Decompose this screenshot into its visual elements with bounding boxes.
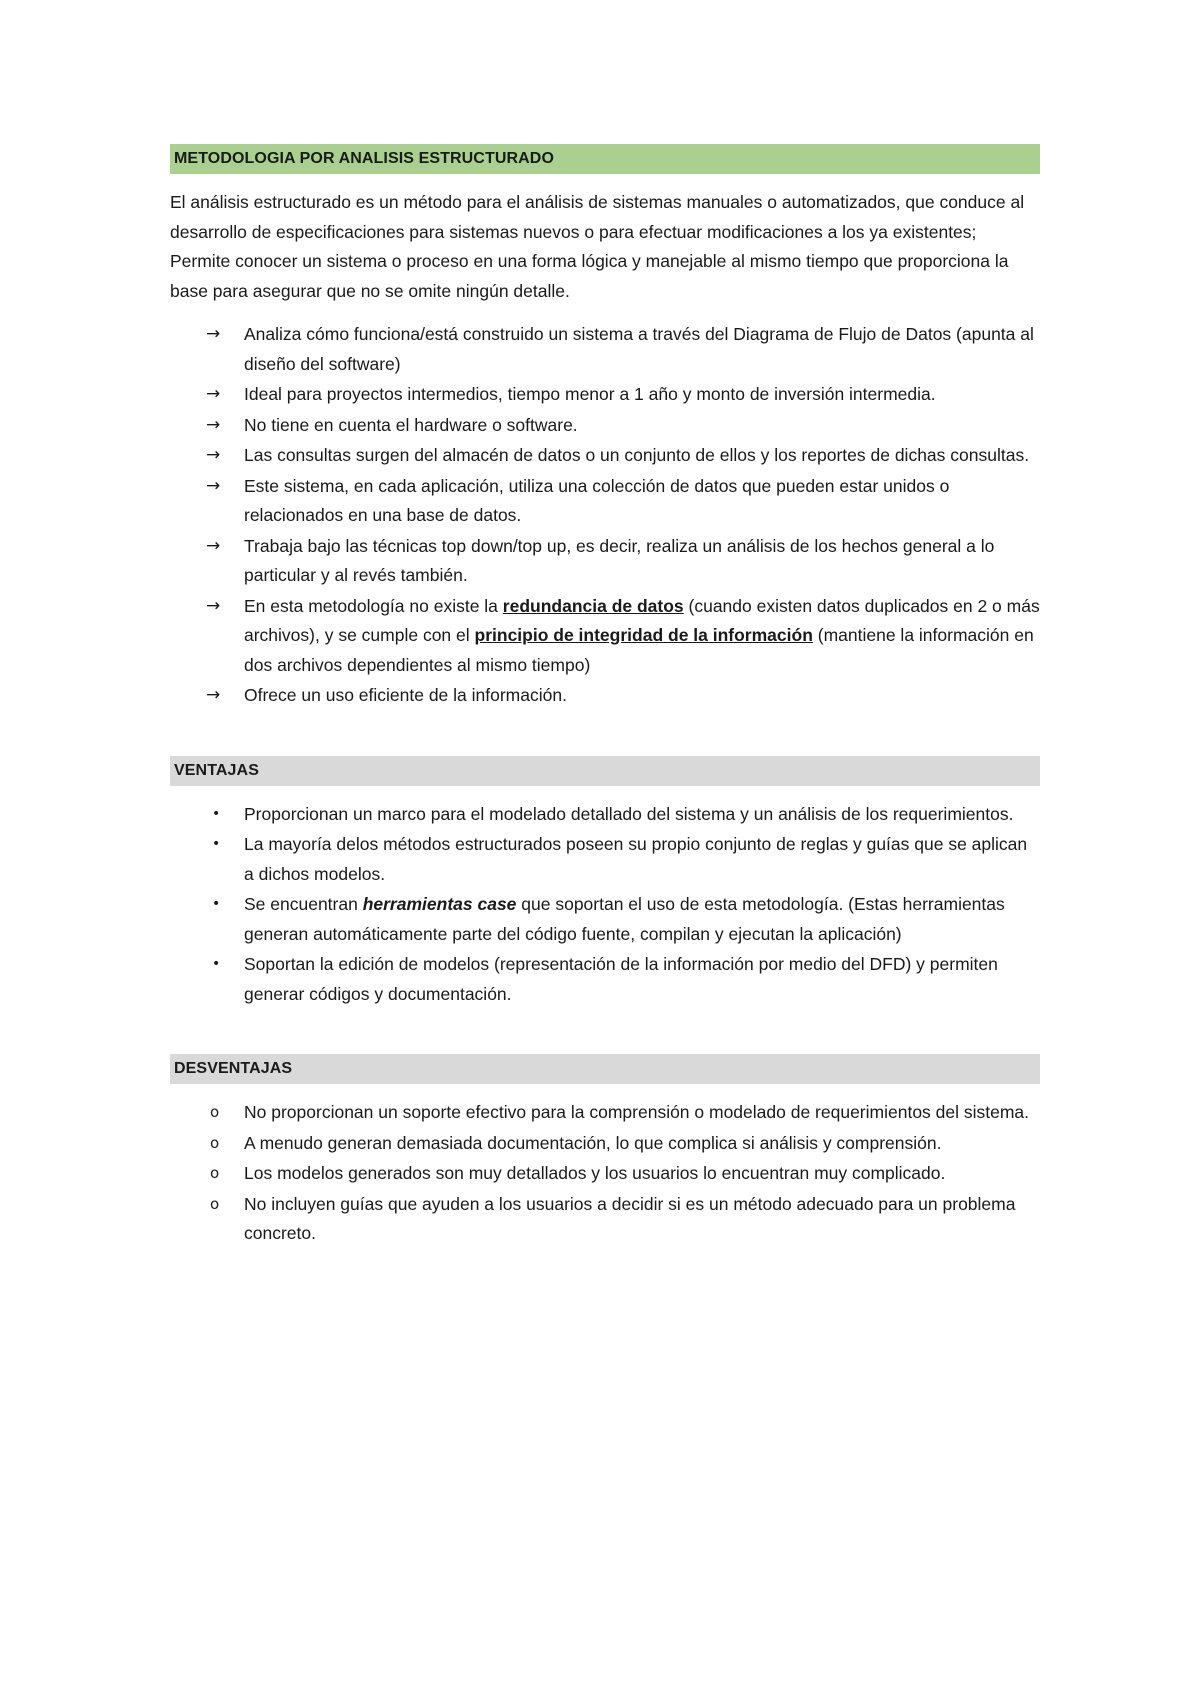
point-text: Ideal para proyectos intermedios, tiempo menor a 1 año y monto de inversión intermedia. xyxy=(244,384,936,404)
list-item xyxy=(170,800,1040,830)
list-item xyxy=(170,592,1040,681)
item-text-part: que soportan el uso de esta metodología. (Estas herramientas generan automáticamente parte del código fuente, compilan y ejecutan la aplicación) xyxy=(244,894,1005,944)
arrow-icon: → xyxy=(206,595,221,616)
intro-paragraph: El análisis estructurado es un método para el análisis de sistemas manuales o automatizados, que conduce al desarrollo de especificaciones para sistemas nuevos o para efectuar modificaciones a los ya existentes; Permite conocer un sistema o proceso en una forma lógica y manejable al mismo tiempo que proporciona la base para asegurar que no se omite ningún detalle. xyxy=(170,192,1025,301)
item-text-part: Se encuentran xyxy=(244,894,363,914)
bullet-icon: • xyxy=(212,896,221,912)
arrow-icon: → xyxy=(206,475,221,496)
arrow-icon: → xyxy=(206,324,221,344)
point-text: Analiza cómo funciona/está construido un sistema a través del Diagrama de Flujo de Datos (apunta al diseño del software) xyxy=(244,324,1034,374)
point-text: Este sistema, en cada aplicación, utiliza una colección de datos que pueden estar unidos o relacionados en una base de datos. xyxy=(244,475,950,525)
item-text: No incluyen guías que ayuden a los usuarios a decidir si es un método adecuado para un problema concreto. xyxy=(244,1193,1016,1243)
list-item xyxy=(170,532,1040,591)
section-title-metodologia: METODOLOGIA POR ANALISIS ESTRUCTURADO xyxy=(170,144,1040,174)
list-item xyxy=(170,411,1040,441)
list-item xyxy=(170,441,1040,471)
ventajas-list xyxy=(170,800,1040,1010)
term-principio-de-integridad: principio de integridad de la información xyxy=(474,625,813,645)
term-redundancia-de-datos: redundancia de datos xyxy=(502,595,684,616)
document-page xyxy=(170,144,1040,1250)
item-text: Los modelos generados son muy detallados y los usuarios lo encuentran muy complicado. xyxy=(244,1163,946,1183)
list-item xyxy=(170,1190,1040,1249)
item-text: La mayoría delos métodos estructurados poseen su propio conjunto de reglas y guías que se aplican a dichos modelos. xyxy=(244,834,1028,884)
circle-bullet-icon: o xyxy=(210,1164,220,1182)
list-item xyxy=(170,890,1040,949)
bullet-icon: • xyxy=(212,836,221,852)
item-text: Proporcionan un marco para el modelado detallado del sistema y un análisis de los requerimientos. xyxy=(244,803,1014,824)
term-herramientas-case: herramientas case xyxy=(362,894,517,914)
arrow-icon: → xyxy=(206,535,221,556)
arrow-icon: → xyxy=(206,685,221,705)
item-text: Soportan la edición de modelos (representación de la información por medio del DFD) y permiten generar códigos y documentación. xyxy=(244,954,998,1004)
point-text: Las consultas surgen del almacén de datos o un conjunto de ellos y los reportes de dichas consultas. xyxy=(244,445,1030,465)
list-item xyxy=(170,380,1040,410)
list-item xyxy=(170,950,1040,1009)
point-text: Trabaja bajo las técnicas top down/top up, es decir, realiza un análisis de los hechos general a lo particular y al revés también. xyxy=(244,535,995,585)
arrow-icon: → xyxy=(206,384,221,404)
item-text: No proporcionan un soporte efectivo para la comprensión o modelado de requerimientos del sistema. xyxy=(244,1102,1030,1122)
item-text: A menudo generan demasiada documentación, lo que complica si análisis y comprensión. xyxy=(244,1132,942,1153)
point-text: No tiene en cuenta el hardware o software. xyxy=(244,414,578,435)
list-item xyxy=(170,472,1040,531)
point-text: Ofrece un uso eficiente de la información. xyxy=(244,685,567,705)
section-title-ventajas: VENTAJAS xyxy=(170,756,1040,786)
bullet-icon: • xyxy=(212,956,221,972)
arrow-icon: → xyxy=(206,414,221,435)
circle-bullet-icon: o xyxy=(210,1103,220,1121)
list-item xyxy=(170,320,1040,379)
list-item xyxy=(170,681,1040,711)
spacer xyxy=(170,712,1040,756)
desventajas-list xyxy=(170,1098,1040,1249)
list-item xyxy=(170,1098,1040,1128)
list-item xyxy=(170,1129,1040,1159)
metodologia-points-list xyxy=(170,320,1040,711)
section-title-desventajas: DESVENTAJAS xyxy=(170,1054,1040,1084)
list-item xyxy=(170,1159,1040,1189)
arrow-icon: → xyxy=(206,445,221,465)
point-text-part: En esta metodología no existe la xyxy=(244,595,503,616)
list-item xyxy=(170,830,1040,889)
point-text-part: (mantiene la información en dos archivos dependientes al mismo tiempo) xyxy=(244,625,1034,675)
spacer xyxy=(170,1010,1040,1054)
circle-bullet-icon: o xyxy=(210,1194,220,1213)
bullet-icon: • xyxy=(212,805,221,822)
circle-bullet-icon: o xyxy=(210,1133,220,1152)
point-text-part: (cuando existen datos duplicados en 2 o más archivos), y se cumple con el xyxy=(244,595,1040,645)
